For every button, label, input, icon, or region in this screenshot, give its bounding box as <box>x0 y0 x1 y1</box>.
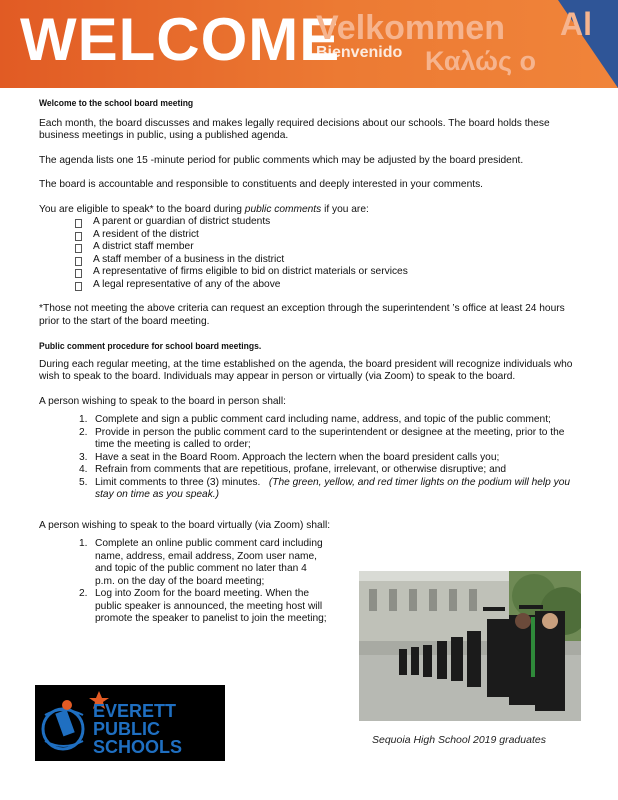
intro-paragraph-3: The board is accountable and responsible to constituents and deeply interested in your comments. <box>39 179 483 190</box>
logo-line-3: SCHOOLS <box>93 737 183 757</box>
banner-partial-word: Al <box>560 6 592 42</box>
exception-note: *Those not meeting the above criteria can request an exception through the superintendent ’s office at least 24 hours prior to the start of the board meeting. <box>39 303 565 327</box>
list-item: A representative of firms eligible to bid on district materials or services <box>75 266 584 279</box>
eligibility-line <box>39 204 584 217</box>
list-item: 1. Complete and sign a public comment card including name, address, and topic of the public comment; <box>79 414 551 425</box>
timer-note: (The green, yellow, and red timer lights on the podium will help you stay on time as you speak.) <box>95 476 571 500</box>
logo-graphic <box>35 685 225 761</box>
eligibility-emphasis: public comments <box>244 203 322 215</box>
eligibility-pre: You are eligible to speak* to the board during <box>39 203 242 215</box>
list-item: A resident of the district <box>75 229 584 242</box>
in-person-steps <box>39 414 584 502</box>
intro-heading: Welcome to the school board meeting <box>39 98 194 108</box>
eligibility-list <box>39 216 584 291</box>
virtual-intro: A person wishing to speak to the board virtually (via Zoom) shall: <box>39 519 331 531</box>
virtual-steps <box>39 538 329 626</box>
logo-line-2: PUBLIC <box>93 719 160 739</box>
list-item: 5. Limit comments to three (3) minutes. (The green, yellow, and red timer lights on the podium will help you stay on time as you speak.) <box>79 476 571 500</box>
list-item: A district staff member <box>75 241 584 254</box>
graduates-photo <box>359 571 581 721</box>
list-item: 1. Complete an online public comment card including name, address, email address, Zoom user name, and topic of the public comment no later than 4 p.m. on the day of the board meeting; <box>79 538 323 587</box>
banner-welcome: WELCOME <box>20 6 341 73</box>
in-person-intro: A person wishing to speak to the board in person shall: <box>39 395 286 407</box>
list-item: A parent or guardian of district students <box>75 216 584 229</box>
intro-paragraph-2: The agenda lists one 15 -minute period for public comments which may be adjusted by the board president. <box>39 154 524 166</box>
list-item: 2. Log into Zoom for the board meeting. When the public speaker is announced, the meeting host will promote the speaker to panelist to join the meeting; <box>79 588 327 624</box>
list-item: A staff member of a business in the district <box>75 254 584 267</box>
list-item: 4. Refrain from comments that are repetitious, profane, irrelevant, or otherwise disruptive; and <box>79 464 507 475</box>
logo-line-1: EVERETT <box>93 701 177 721</box>
list-item: 2. Provide in person the public comment card to the superintendent or designee at the meeting, prior to the time the meeting is called to order; <box>79 426 565 450</box>
procedure-heading: Public comment procedure for school board meetings. <box>39 341 262 351</box>
graduates-illustration <box>359 571 581 721</box>
banner-kalos: Καλώς ο <box>425 46 537 76</box>
eligibility-post: if you are: <box>324 203 369 215</box>
photo-caption: Sequoia High School 2019 graduates <box>372 734 546 746</box>
list-item: 3. Have a seat in the Board Room. Approach the lectern when the board president calls you; <box>79 451 500 463</box>
welcome-banner <box>0 0 618 88</box>
banner-velkommen: Velkommen <box>316 9 505 47</box>
list-item: A legal representative of any of the above <box>75 279 584 292</box>
everett-public-schools-logo <box>35 685 225 761</box>
document-body <box>39 97 584 626</box>
intro-paragraph-1: Each month, the board discusses and makes legally required decisions about our schools. The board holds these business meetings in public, using a published agenda. <box>39 117 550 141</box>
banner-bienvenido: Bienvenido <box>316 44 403 61</box>
procedure-paragraph: During each regular meeting, at the time established on the agenda, the board president will recognize individuals who wish to speak to the board. Individuals may appear in person or virtually (via Zoom) to speak to the board. <box>39 358 573 382</box>
